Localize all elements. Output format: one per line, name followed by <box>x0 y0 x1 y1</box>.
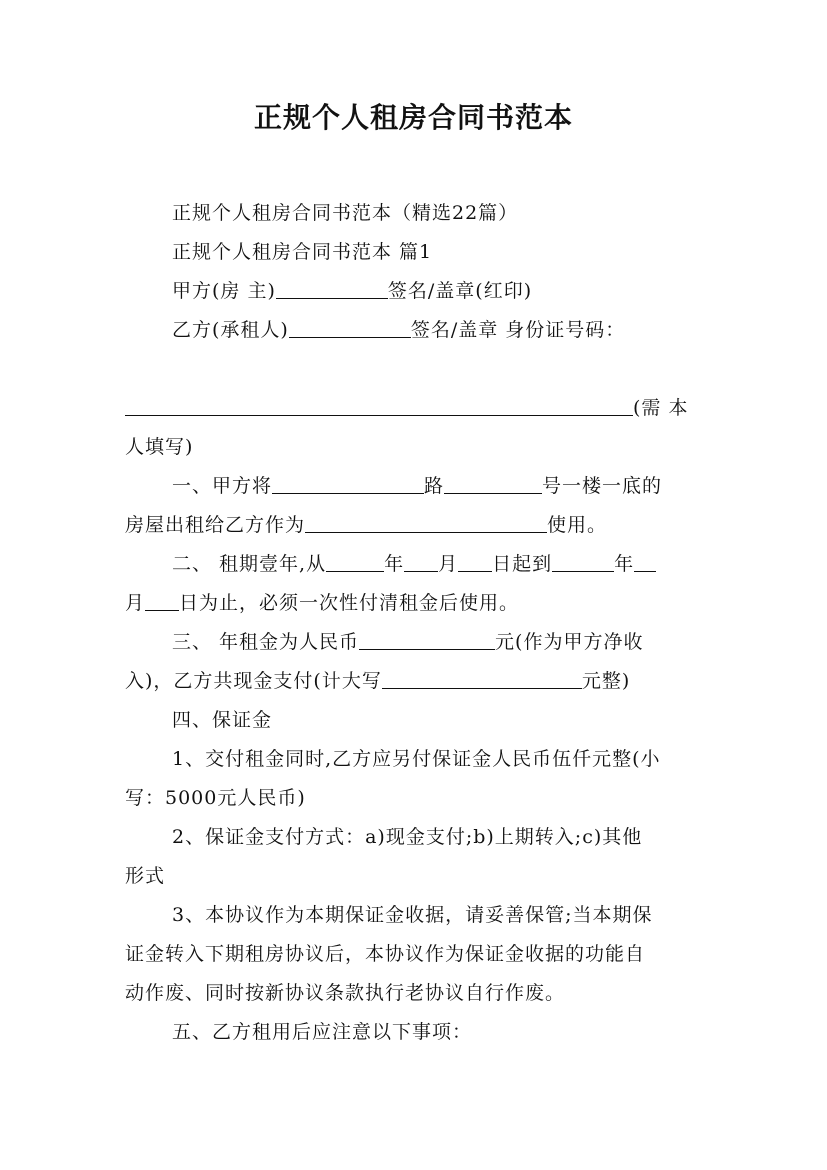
clause-1-line-2 <box>125 506 702 545</box>
clause-1-text-e: 使用。 <box>547 514 608 536</box>
deposit-item-3-cont-1: 证金转入下期租房协议后，本协议作为保证金收据的功能自 <box>125 943 646 965</box>
id-note-cont: 人填写) <box>125 436 194 458</box>
party-a-blank <box>276 280 388 299</box>
clause-2-line-1 <box>172 545 702 584</box>
party-b-blank <box>289 319 411 338</box>
clause-1-line-1 <box>172 467 702 506</box>
deposit-item-2-cont: 形式 <box>125 865 166 887</box>
deposit-item-3: 3、本协议作为本期保证金收据，请妥善保管;当本期保 <box>172 904 653 926</box>
id-number-line <box>125 389 702 428</box>
number-blank <box>444 475 542 494</box>
rent-amount-blank <box>359 631 495 650</box>
deposit-item-2: 2、保证金支付方式：a)现金支付;b)上期转入;c)其他 <box>172 826 643 848</box>
id-note: (需 本 <box>633 397 689 419</box>
clause-1-text-c: 号一楼一底的 <box>542 475 663 497</box>
id-number-blank <box>125 397 633 416</box>
clause-3-text-a: 三、 年租金为人民币 <box>172 631 360 653</box>
end-day-blank <box>145 592 179 611</box>
start-day-blank <box>458 553 492 572</box>
road-blank <box>272 475 424 494</box>
clause-2-text-c: 月 <box>438 553 459 575</box>
deposit-item-3-cont-2: 动作废、同时按新协议条款执行老协议自行作废。 <box>125 982 566 1004</box>
clause-1-text-d: 房屋出租给乙方作为 <box>125 514 306 536</box>
deposit-item-1-cont: 写：5000元人民币) <box>125 787 306 809</box>
end-month-blank-a <box>634 553 656 572</box>
clause-1-text-b: 路 <box>424 475 445 497</box>
party-a-label: 甲方(房 主) <box>172 280 276 302</box>
clause-2-text-e: 年 <box>614 553 635 575</box>
clause-5-heading: 五、乙方租用后应注意以下事项： <box>172 1021 473 1043</box>
start-year-blank <box>326 553 384 572</box>
party-b-label: 乙方(承租人) <box>172 319 289 341</box>
subtitle-line: 正规个人租房合同书范本（精选22篇） <box>172 202 519 224</box>
section-heading: 正规个人租房合同书范本 篇1 <box>172 241 433 263</box>
party-a-sign-label: 签名/盖章(红印) <box>387 280 533 302</box>
clause-4-heading: 四、保证金 <box>172 709 273 731</box>
end-year-blank <box>552 553 614 572</box>
clause-1-text-a: 一、甲方将 <box>172 475 273 497</box>
start-month-blank <box>404 553 438 572</box>
clause-2-text-f: 月 <box>125 592 146 614</box>
clause-2-text-a: 二、 租期壹年,从 <box>172 553 327 575</box>
clause-2-text-g: 日为止，必须一次性付清租金后使用。 <box>179 592 520 614</box>
clause-3-text-d: 元整) <box>581 670 631 692</box>
party-b-sign-label: 签名/盖章 身份证号码： <box>410 319 626 341</box>
party-a-line <box>172 272 702 311</box>
clause-3-text-b: 元(作为甲方净收 <box>495 631 644 653</box>
capital-amount-blank <box>382 670 582 689</box>
clause-3-line-1 <box>172 623 702 662</box>
deposit-item-1: 1、交付租金同时,乙方应另付保证金人民币伍仟元整(小 <box>172 748 661 770</box>
party-b-line <box>172 311 702 350</box>
usage-blank <box>305 514 547 533</box>
clause-3-line-2 <box>125 662 702 701</box>
clause-2-text-d: 日起到 <box>492 553 553 575</box>
clause-3-text-c: 入)，乙方共现金支付(计大写 <box>125 670 382 692</box>
clause-2-text-b: 年 <box>384 553 405 575</box>
clause-2-line-2 <box>125 584 702 623</box>
document-title: 正规个人租房合同书范本 <box>253 101 573 134</box>
